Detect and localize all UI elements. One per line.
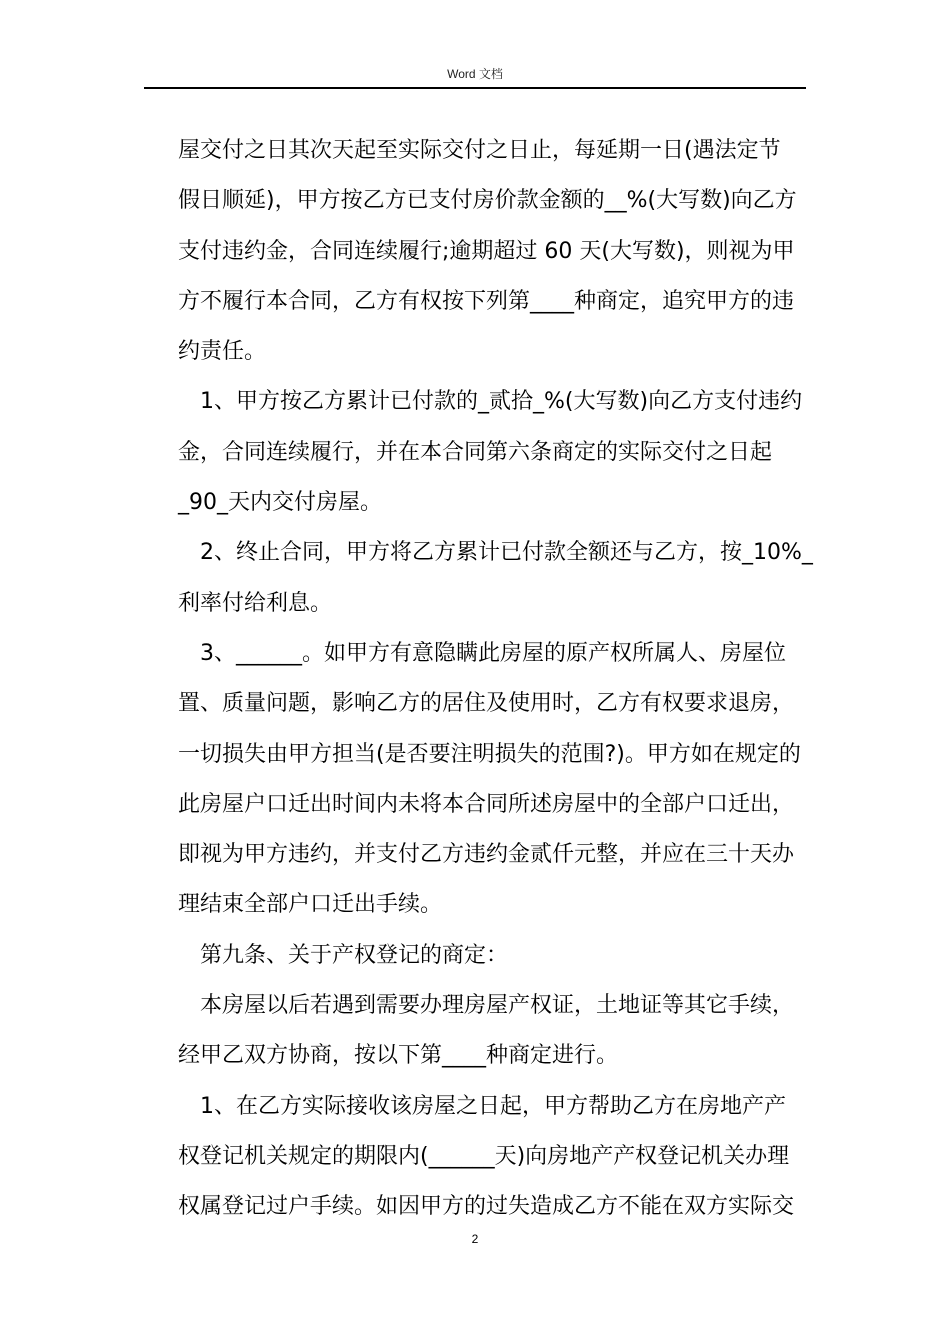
body-line: 假日顺延)，甲方按乙方已支付房价款金额的__%(大写数)向乙方 [178, 188, 797, 214]
body-line: 经甲乙双方协商，按以下第____种商定进行。 [178, 1043, 619, 1069]
body-line: 此房屋户口迁出时间内未将本合同所述房屋中的全部户口迁出， [178, 791, 795, 817]
body-line: 屋交付之日其次天起至实际交付之日止，每延期一日(遇法定节 [178, 138, 781, 163]
body-line: 1、在乙方实际接收该房屋之日起，甲方帮助乙方在房地产产 [200, 1093, 786, 1119]
body-line: 约责任。 [178, 339, 267, 365]
document-body [178, 126, 813, 1233]
body-line: 利率付给利息。 [178, 590, 333, 616]
body-line: 权登记机关规定的期限内(______天)向房地产产权登记机关办理 [178, 1143, 790, 1169]
header-divider [144, 87, 806, 89]
body-line: 置、质量问题，影响乙方的居住及使用时，乙方有权要求退房， [178, 691, 795, 717]
body-line: 3、______。如甲方有意隐瞒此房屋的原产权所属人、房屋位 [200, 640, 786, 666]
body-line: 支付违约金，合同连续履行;逾期超过 60 天(大写数)，则视为甲 [178, 238, 795, 264]
page-header: Word 文档 [447, 67, 503, 81]
page-number: 2 [471, 1232, 479, 1246]
body-line: 方不履行本合同，乙方有权按下列第____种商定，追究甲方的违 [178, 288, 795, 314]
body-line: 金，合同连续履行，并在本合同第六条商定的实际交付之日起 [178, 439, 773, 465]
body-line: 第九条、关于产权登记的商定： [200, 942, 509, 968]
body-line: _90_天内交付房屋。 [178, 490, 382, 516]
body-line: 即视为甲方违约，并支付乙方违约金贰仟元整，并应在三十天办 [178, 842, 795, 868]
body-line: 一切损失由甲方担当(是否要注明损失的范围?)。甲方如在规定的 [178, 741, 801, 767]
body-line: 2、终止合同，甲方将乙方累计已付款全额还与乙方，按_10%_ [200, 540, 813, 566]
body-line: 理结束全部户口迁出手续。 [178, 892, 443, 918]
body-line: 本房屋以后若遇到需要办理房屋产权证，土地证等其它手续， [200, 993, 795, 1019]
body-line: 权属登记过户手续。如因甲方的过失造成乙方不能在双方实际交 [178, 1194, 795, 1220]
body-line: 1、甲方按乙方累计已付款的_贰拾_%(大写数)向乙方支付违约 [200, 389, 803, 415]
